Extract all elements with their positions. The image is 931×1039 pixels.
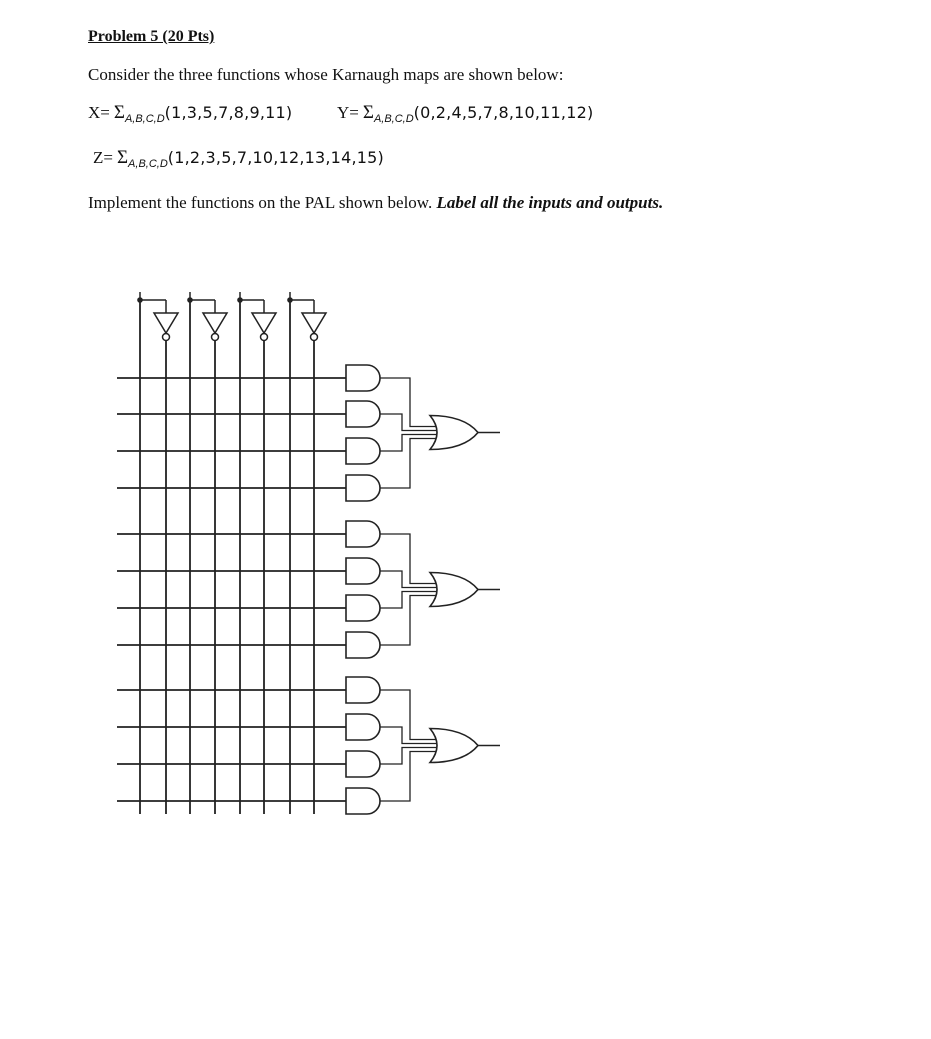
and-to-or-wire bbox=[380, 414, 438, 431]
and-to-or-wire bbox=[380, 592, 438, 609]
equation-z-vars: A,B,C,D bbox=[128, 158, 168, 170]
and-gate bbox=[346, 365, 380, 391]
and-to-or-wire bbox=[380, 748, 438, 765]
inverter-bubble bbox=[311, 334, 318, 341]
problem-title: Problem 5 (20 Pts) bbox=[88, 28, 215, 45]
equation-x-terms: (1,3,5,7,8,9,11) bbox=[164, 103, 293, 122]
or-gate bbox=[430, 416, 478, 450]
equation-z-lhs: Z= bbox=[93, 148, 113, 167]
and-gate bbox=[346, 521, 380, 547]
and-to-or-wire bbox=[380, 690, 438, 740]
and-to-or-wire bbox=[380, 727, 438, 744]
and-to-or-wire bbox=[380, 439, 438, 489]
and-gate bbox=[346, 632, 380, 658]
equation-x-sigma: Σ bbox=[113, 102, 125, 123]
and-gate bbox=[346, 788, 380, 814]
equation-x-vars: A,B,C,D bbox=[124, 113, 165, 125]
and-gate bbox=[346, 438, 380, 464]
and-to-or-wire bbox=[380, 435, 438, 452]
and-gate bbox=[346, 751, 380, 777]
and-gate bbox=[346, 475, 380, 501]
inverter-triangle bbox=[302, 313, 326, 333]
inverter-bubble bbox=[261, 334, 268, 341]
and-gate bbox=[346, 401, 380, 427]
inverter-bubble bbox=[163, 334, 170, 341]
inverter-triangle bbox=[203, 313, 227, 333]
inverter-triangle bbox=[154, 313, 178, 333]
or-gate bbox=[430, 573, 478, 607]
and-gate bbox=[346, 595, 380, 621]
equation-x-lhs: X= bbox=[88, 103, 110, 122]
equation-y-terms: (0,2,4,5,7,8,10,11,12) bbox=[413, 103, 594, 122]
instruction-emphasis: Label all the inputs and outputs. bbox=[436, 193, 664, 212]
inverter-triangle bbox=[252, 313, 276, 333]
equation-y-sigma: Σ bbox=[362, 102, 374, 123]
and-to-or-wire bbox=[380, 534, 438, 584]
and-to-or-wire bbox=[380, 378, 438, 427]
equation-z-terms: (1,2,3,5,7,10,12,13,14,15) bbox=[167, 148, 384, 167]
and-to-or-wire bbox=[380, 596, 438, 646]
equation-y-lhs: Y= bbox=[337, 103, 359, 122]
and-gate bbox=[346, 558, 380, 584]
equation-z-sigma: Σ bbox=[116, 147, 129, 168]
and-gate bbox=[346, 677, 380, 703]
inverter-bubble bbox=[212, 334, 219, 341]
intro-text: Consider the three functions whose Karnaugh maps are shown below: bbox=[88, 65, 564, 84]
equation-y-vars: A,B,C,D bbox=[373, 113, 414, 125]
or-gate bbox=[430, 729, 478, 763]
and-to-or-wire bbox=[380, 752, 438, 802]
instruction-plain: Implement the functions on the PAL shown below. bbox=[88, 193, 433, 212]
and-gate bbox=[346, 714, 380, 740]
and-to-or-wire bbox=[380, 571, 438, 588]
